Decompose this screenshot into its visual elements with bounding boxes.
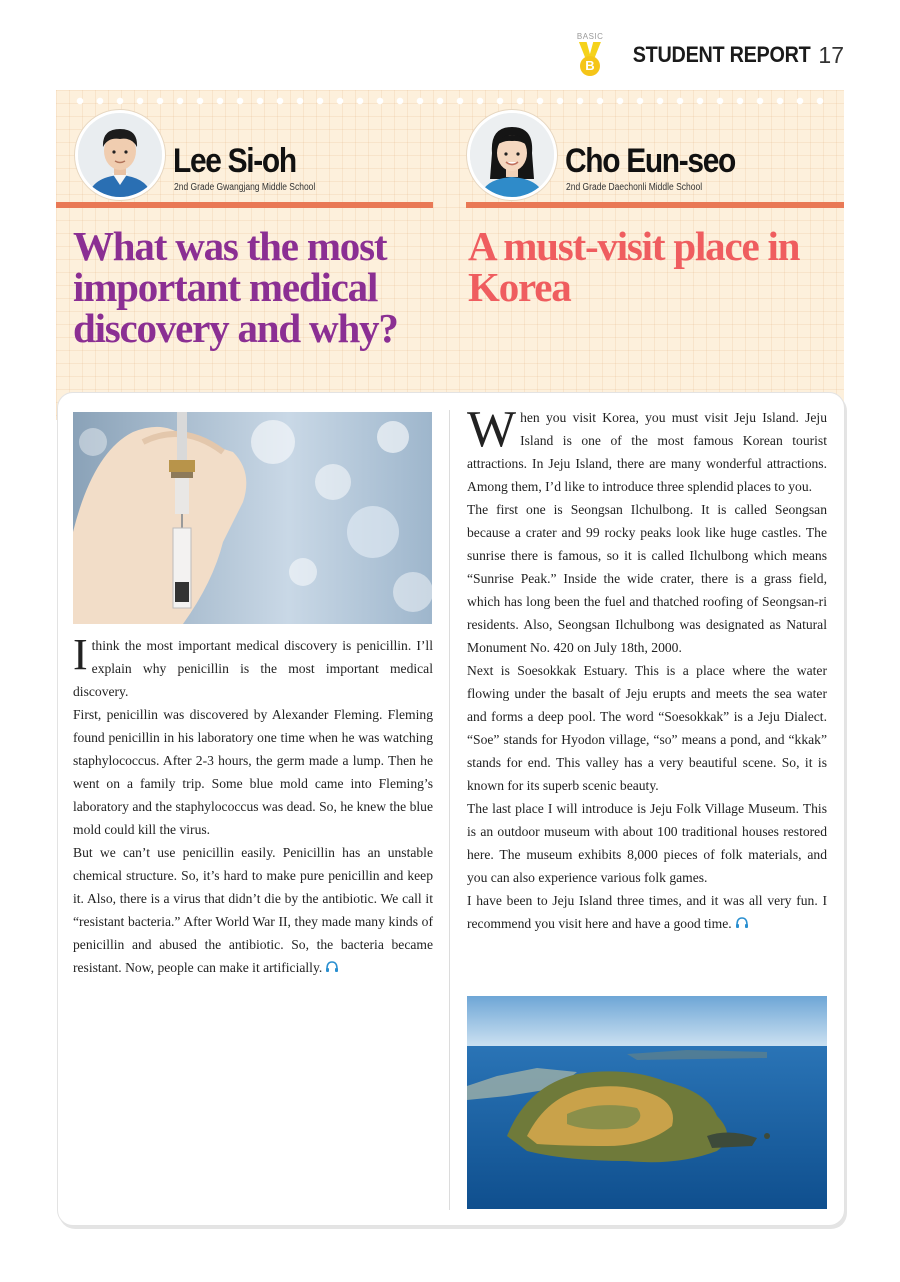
jeju-island-photo [467,996,827,1209]
author-block-right [467,110,827,196]
basic-b-logo [575,32,605,78]
seongsan-ilchulbong-image [467,996,827,1209]
article-right-paragraph-5 [467,889,827,935]
logo-letter: B [580,56,600,76]
article-left-paragraph-3-text: But we can’t use penicillin easily. Penicillin has an unstable chemical structure. So, it’s hard to make pure penicillin and keep it. Also, there is a virus that didn’t die by the antibiotic. We call it “resistant bacteria.” After World War II, they made many kinds of penicillin and abused the antibiotic. So, the bacteria became resistant. Now, people can make it artificially. [73,845,433,975]
dropcap-left: I [73,630,88,679]
article-left-paragraph-3 [73,841,433,979]
article-left-paragraph-1: think the most important medical discovery is penicillin. I’ll explain why penicillin is the most important medical discovery. [73,638,433,699]
logo-small-text: BASIC [576,32,604,41]
article-right-paragraph-2: The first one is Seongsan Ilchulbong. It is called Seongsan because a crater and 99 rocky peaks look like huge castles. The sunrise there is famous, so it is called Ilchulbong which means “Sunrise Peak.” Inside the wide crater, there is a grass field, which has long been the fuel and thatched roofing of Seongsan-ri residents. Also, Seongsan Ilchulbong was designated as Natural Monument No. 420 on July 18th, 2000. [467,502,827,655]
author-school-left: 2nd Grade Gwangjang Middle School [174,182,316,193]
article-right-paragraph-1: hen you visit Korea, you must visit Jeju Island. Jeju Island is one of the most famous Korean tourist attractions. In Jeju Island, there are many wonderful attractions. Among them, I’d like to introduce three splendid places to you. [467,410,827,494]
article-right-paragraph-4: The last place I will introduce is Jeju Folk Village Museum. This is an outdoor museum with about 100 traditional houses restored here. The museum exhibits 8,000 pieces of folk materials, and you can also experience various folk games. [467,801,827,885]
author-block-left [75,110,435,196]
author-school-right: 2nd Grade Daechonli Middle School [566,182,703,193]
article-right-paragraph-3: Next is Soesokkak Estuary. This is a place where the water flowing under the basalt of Jeju erupts and meets the sea water and forms a deep pool. The word “Soesokkak” is a Jeju Dialect. “Soe” stands for Hyodon village, “so” means a pond, and “kkak” stands for end. This valley has a very beautiful scene. So, it is known for its superb scenic beauty. [467,663,827,793]
author-photo-right [467,110,557,200]
page-number: 17 [818,41,844,68]
article-right-paragraph-5-text: I have been to Jeju Island three times, and it was all very fun. I recommend you visit here and have a good time. [467,893,827,931]
page-header [575,30,844,80]
girl-portrait-image [470,113,554,197]
headline-right: A must-visit place in Korea [468,223,800,310]
column-divider [449,410,450,1210]
article-left-body [73,630,433,979]
article-left-paragraph-2: First, penicillin was discovered by Alexander Fleming. Fleming found penicillin in his laboratory one time when he was watching staphylococcus. After 2-3 hours, the germ made a lump. Then he went on a family trip. Some blue mold came into Fleming’s laboratory and the staphylococcus was dead. So, he knew the blue mold could kill the virus. [73,707,433,837]
dropcap-right: W [467,401,517,458]
article-right-body [467,401,827,935]
headline-left: What was the most important medical discovery and why? [73,223,398,351]
section-title: STUDENT REPORT [632,42,811,67]
band-dot-border [70,96,830,106]
headphones-icon [325,961,339,973]
syringe-photo [73,412,432,624]
author-name-right: Cho Eun-seo [565,142,735,180]
boy-portrait-image [78,113,162,197]
article-left-paragraph [73,630,433,703]
syringe-image [73,412,432,624]
author-photo-left [75,110,165,200]
author-name-left: Lee Si-oh [173,142,296,180]
author-rule-left [56,202,433,208]
article-right-paragraph [467,401,827,498]
author-rule-right [466,202,844,208]
headphones-icon [735,917,749,929]
